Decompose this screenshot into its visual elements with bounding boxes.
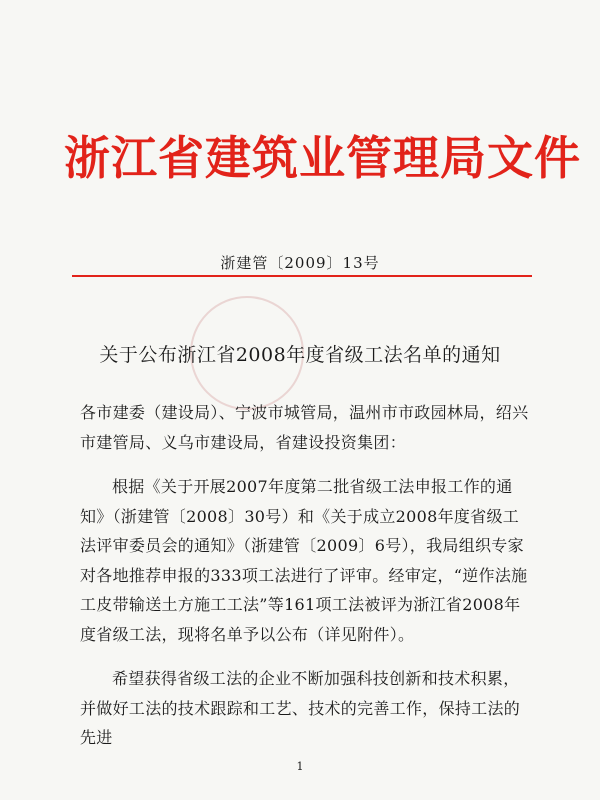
addressee-paragraph: 各市建委（建设局）、宁波市城管局，温州市市政园林局，绍兴市建管局、义乌市建设局，省建设投资集团： [80, 403, 529, 452]
document-body [80, 398, 530, 753]
red-divider-line [72, 275, 532, 277]
page-number: 1 [296, 760, 304, 773]
document-number: 浙建管〔2009〕13号 [220, 254, 380, 272]
notice-title: 关于公布浙江省2008年度省级工法名单的通知 [99, 344, 501, 366]
document-header-title: 浙江省建筑业管理局文件 [64, 131, 581, 185]
body-paragraph: 希望获得省级工法的企业不断加强科技创新和技术积累，并做好工法的技术跟踪和工艺、技术的完善工作，保持工法的先进 [80, 669, 521, 747]
body-paragraph: 根据《关于开展2007年度第二批省级工法申报工作的通知》（浙建管〔2008〕30号）和《关于成立2008年度省级工法评审委员会的通知》（浙建管〔2009〕6号），我局组织专家对各地推荐申报的333项工法进行了评审。经审定，“逆作法施工皮带输送土方施工工法”等161项工法被评为浙江省2008年度省级工法，现将名单予以公布（详见附件）。 [80, 477, 528, 644]
